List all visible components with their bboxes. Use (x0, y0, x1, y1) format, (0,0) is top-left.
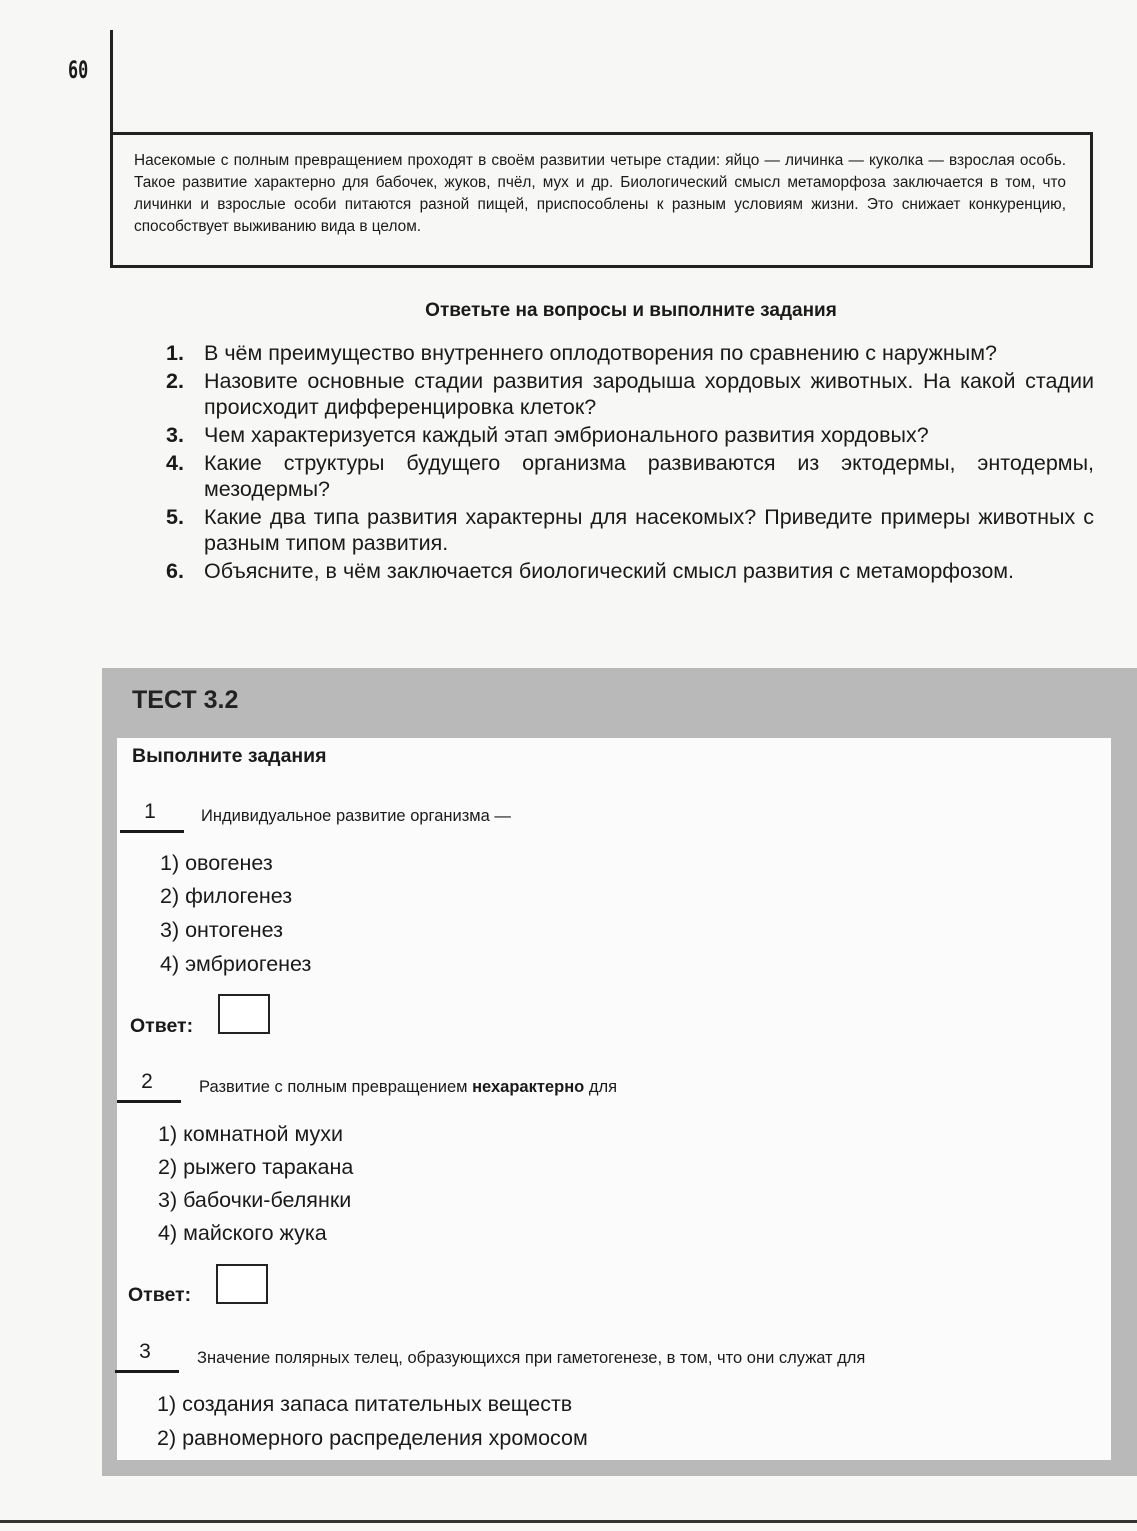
answer-option: 4) эмбриогенез (160, 952, 312, 976)
task-question: Значение полярных телец, образующихся при гаметогенезе, в том, что они служат для (197, 1349, 866, 1367)
task-question-emphasis: нехарактерно (472, 1078, 585, 1096)
answer-option: 2) рыжего таракана (158, 1155, 354, 1179)
answer-option: 3) онтогенез (160, 918, 284, 942)
task-number-underline (115, 1370, 179, 1373)
task-question: Индивидуальное развитие организма — (201, 807, 511, 825)
question-text: Назовите основные стадии развития зародыша хордовых животных. На какой стадии происходит дифференцировка клеток? (204, 369, 1094, 419)
info-box (110, 132, 1093, 268)
question-item (166, 340, 1094, 366)
test-title: ТЕСТ 3.2 (132, 686, 239, 714)
answer-option: 4) майского жука (158, 1221, 327, 1245)
task-number-underline (117, 1100, 181, 1103)
question-number: 3. (166, 423, 184, 447)
task-number: 2 (141, 1070, 153, 1093)
info-text: Насекомые с полным превращением проходят в своём развитии четыре стадии: яйцо — личинка — куколка — взрослая особь. Такое развитие характерно для бабочек, жуков, пчёл, мух и др. Биологический смысл метаморфоза заключается в том, что личинки и взрослые особи питаются разной пищей, приспособлены к разным условиям жизни. Это снижает конкуренцию, способствует выживанию вида в целом. (134, 152, 1066, 235)
question-text: В чём преимущество внутреннего оплодотворения по сравнению с наружным? (204, 341, 997, 365)
question-item (166, 558, 1094, 584)
question-text: Какие два типа развития характерны для насекомых? Приведите примеры животных с разным типом развития. (204, 505, 1094, 555)
question-text: Какие структуры будущего организма развиваются из эктодермы, энтодермы, мезодермы? (204, 451, 1094, 501)
answer-option: 1) овогенез (160, 851, 273, 875)
answer-box[interactable] (218, 994, 270, 1034)
answer-box[interactable] (216, 1264, 268, 1304)
task-question-end: для (588, 1078, 618, 1096)
question-number: 6. (166, 559, 184, 583)
question-item (166, 450, 1094, 502)
answer-option: 2) равномерного распределения хромосом (157, 1426, 588, 1450)
question-item (166, 422, 1094, 448)
answer-option: 2) филогенез (160, 884, 293, 908)
bottom-rule (0, 1520, 1137, 1523)
question-item (166, 504, 1094, 556)
questions-list (166, 340, 1094, 586)
question-number: 4. (166, 451, 184, 475)
task-question (199, 1078, 617, 1097)
page-number: 60 (68, 56, 89, 84)
answer-label: Ответ: (130, 1015, 194, 1037)
answer-option: 1) создания запаса питательных веществ (157, 1392, 573, 1416)
task-number: 3 (139, 1340, 151, 1363)
answer-label: Ответ: (128, 1284, 192, 1306)
task-question-start: Развитие с полным превращением (199, 1078, 468, 1096)
question-number: 1. (166, 341, 184, 365)
tasks-heading: Выполните задания (132, 745, 327, 767)
task-number-underline (120, 830, 184, 833)
task-number: 1 (144, 800, 156, 823)
question-number: 2. (166, 369, 184, 393)
question-item (166, 368, 1094, 420)
questions-heading: Ответьте на вопросы и выполните задания (425, 300, 837, 321)
question-text: Объясните, в чём заключается биологический смысл развития с метаморфозом. (204, 559, 1015, 583)
question-number: 5. (166, 505, 184, 529)
question-text: Чем характеризуется каждый этап эмбрионального развития хордовых? (204, 423, 929, 447)
answer-option: 3) бабочки-белянки (158, 1188, 352, 1212)
answer-option: 1) комнатной мухи (158, 1122, 344, 1146)
